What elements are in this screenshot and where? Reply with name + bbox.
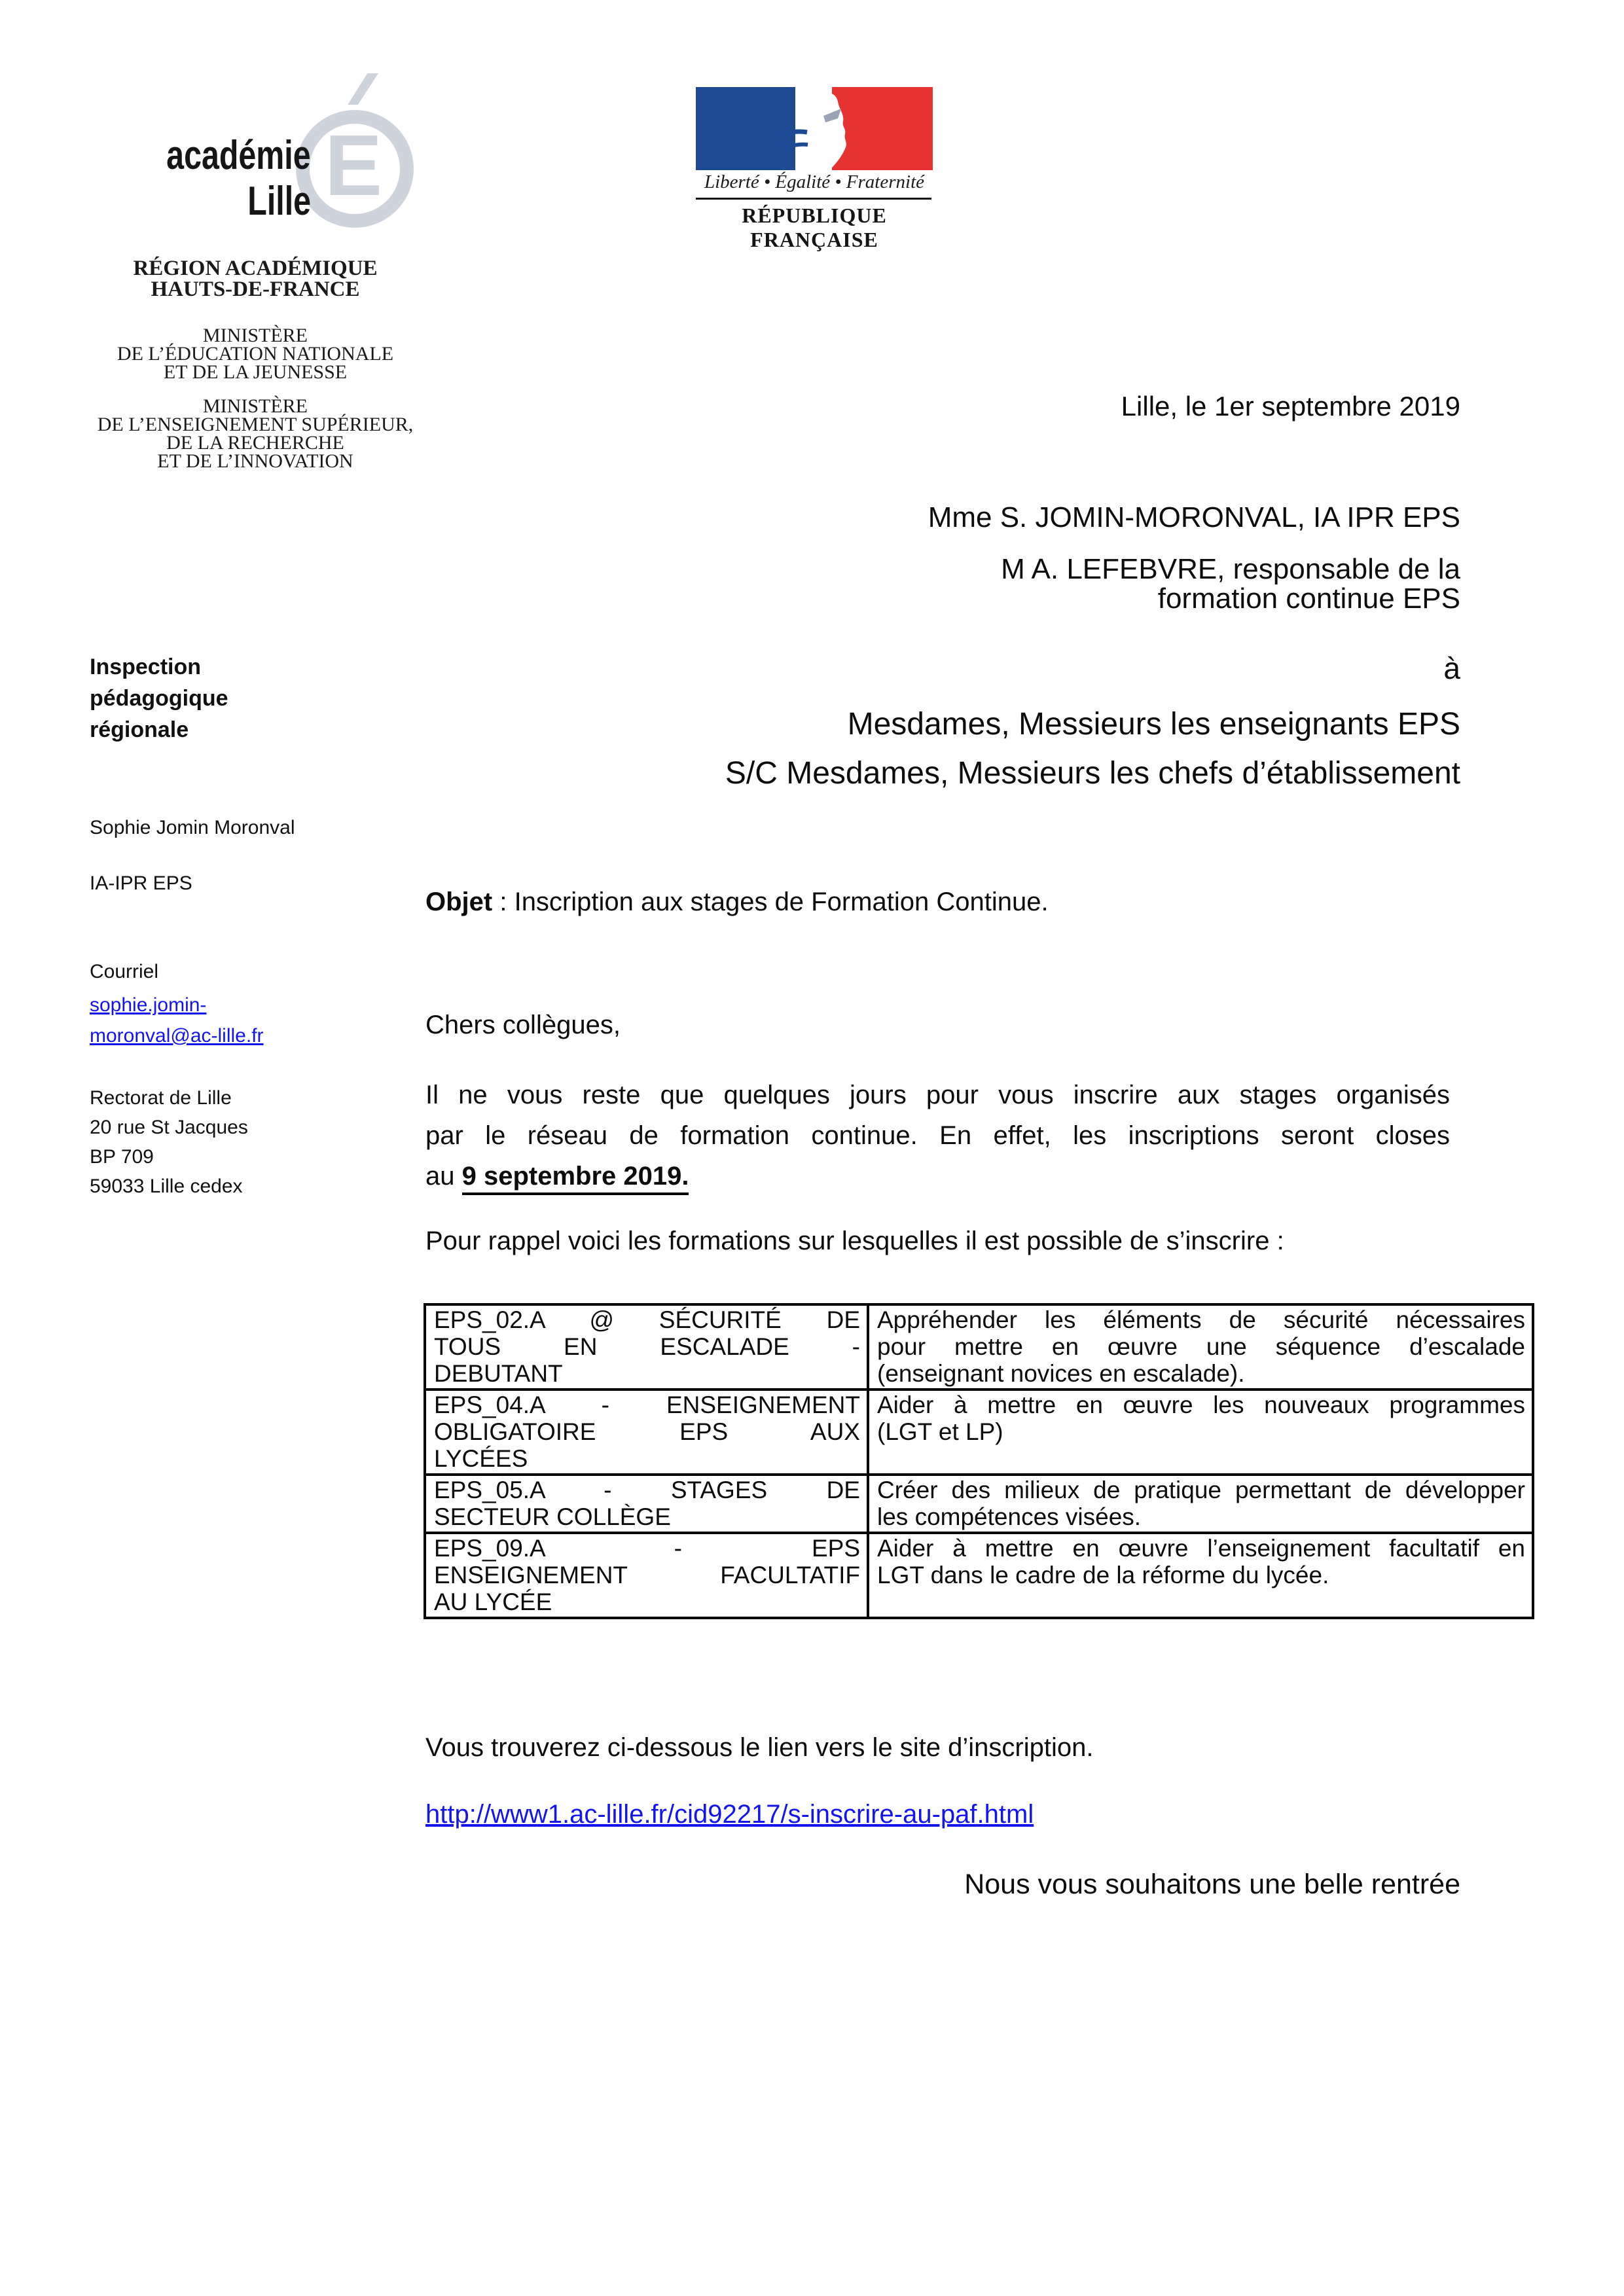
- email-label: Courriel: [90, 961, 159, 982]
- service-line: pédagogique: [90, 686, 228, 711]
- academie-logo-city: Lille: [247, 179, 311, 224]
- paragraph-line: [425, 1156, 1450, 1196]
- address-line: Rectorat de Lille: [90, 1087, 232, 1109]
- objet-line: [425, 888, 1049, 917]
- ministry-line: ET DE LA JEUNESSE: [163, 361, 348, 383]
- inscription-url-link[interactable]: http://www1.ac-lille.fr/cid92217/s-inscrire-au-paf.html: [425, 1800, 1034, 1829]
- main-paragraph: [425, 1075, 1450, 1196]
- description-line: Appréhender les éléments de sécurité nécessaires: [877, 1306, 1525, 1333]
- rf-republic-name: RÉPUBLIQUE FRANÇAISE: [742, 204, 887, 251]
- ministry-line: MINISTÈRE: [203, 325, 308, 346]
- contact-name: Sophie Jomin Moronval: [90, 817, 295, 838]
- course-line: OBLIGATOIRE EPS AUX: [434, 1418, 860, 1445]
- deadline-prefix: au: [425, 1162, 462, 1191]
- paragraph-line: par le réseau de formation continue. En effet, les inscriptions seront closes: [425, 1121, 1450, 1150]
- description-cell: [868, 1533, 1533, 1618]
- course-line: TOUS EN ESCALADE -: [434, 1333, 860, 1360]
- contact-role: IA-IPR EPS: [90, 872, 192, 894]
- course-line: EPS_09.A - EPS: [434, 1535, 860, 1562]
- course-cell: [425, 1304, 868, 1390]
- course-line: ENSEIGNEMENT FACULTATIF: [434, 1562, 860, 1588]
- address-line: 59033 Lille cedex: [90, 1175, 243, 1197]
- course-line: SECTEUR COLLÈGE: [434, 1503, 671, 1530]
- table-row: [425, 1533, 1533, 1618]
- region-line: RÉGION ACADÉMIQUE: [133, 257, 378, 280]
- academie-emblem-accent-icon: [339, 73, 378, 105]
- email-link-line2[interactable]: moronval@ac-lille.fr: [90, 1025, 264, 1047]
- description-line: pour mettre en œuvre une séquence d’escalade: [877, 1333, 1525, 1360]
- course-line: EPS_05.A - STAGES DE: [434, 1477, 860, 1503]
- description-line: (LGT et LP): [877, 1418, 1003, 1445]
- rf-motto: Liberté • Égalité • Fraternité: [704, 171, 925, 192]
- recipient-line: Mme S. JOMIN-MORONVAL, IA IPR EPS: [928, 501, 1460, 533]
- recipient-line: S/C Mesdames, Messieurs les chefs d’établissement: [725, 756, 1460, 791]
- marianne-flag-icon: [696, 87, 933, 170]
- email-link-line1[interactable]: sophie.jomin-: [90, 994, 207, 1016]
- ministere-education-block: [59, 327, 452, 382]
- description-line: Aider à mettre en œuvre les nouveaux programmes: [877, 1391, 1525, 1418]
- description-line: Aider à mettre en œuvre l’enseignement facultatif en: [877, 1535, 1525, 1562]
- objet-text: : Inscription aux stages de Formation Continue.: [492, 888, 1049, 916]
- ministere-enseignement-block: [59, 397, 452, 471]
- address-line: 20 rue St Jacques: [90, 1117, 248, 1138]
- course-line: EPS_02.A @ SÉCURITÉ DE: [434, 1306, 860, 1333]
- formations-table: [424, 1303, 1534, 1619]
- course-cell: [425, 1390, 868, 1475]
- closing-line: Vous trouverez ci-dessous le lien vers le site d’inscription.: [425, 1733, 1094, 1762]
- region-academique-block: [59, 258, 452, 300]
- description-cell: [868, 1475, 1533, 1533]
- postal-address: [90, 1083, 248, 1201]
- recipient-line: M A. LEFEBVRE, responsable de la: [1001, 553, 1460, 585]
- description-line: LGT dans le cadre de la réforme du lycée.: [877, 1562, 1329, 1588]
- academie-emblem-letter: E: [324, 117, 383, 213]
- rf-divider: [696, 198, 931, 200]
- intro-table-line: Pour rappel voici les formations sur lesquelles il est possible de s’inscrire :: [425, 1227, 1284, 1255]
- table-row: [425, 1304, 1533, 1390]
- ministry-line: DE L’ÉDUCATION NATIONALE: [117, 343, 394, 365]
- course-line: AU LYCÉE: [434, 1588, 552, 1615]
- ministry-line: DE L’ENSEIGNEMENT SUPÉRIEUR,: [97, 414, 414, 435]
- recipient-line: formation continue EPS: [1157, 583, 1460, 615]
- service-line: régionale: [90, 717, 189, 742]
- course-line: EPS_04.A - ENSEIGNEMENT: [434, 1391, 860, 1418]
- course-cell: [425, 1533, 868, 1618]
- objet-label: Objet: [425, 888, 493, 916]
- ministry-line: ET DE L’INNOVATION: [157, 450, 353, 472]
- description-line: Créer des milieux de pratique permettant de développer: [877, 1477, 1525, 1503]
- region-line: HAUTS-DE-FRANCE: [151, 278, 360, 301]
- ministry-line: DE LA RECHERCHE: [166, 432, 344, 454]
- recipient-to-word: à: [1443, 651, 1460, 685]
- sidebar-service-title: [90, 651, 228, 745]
- table-row: [425, 1475, 1533, 1533]
- recipient-line: Mesdames, Messieurs les enseignants EPS: [847, 707, 1460, 742]
- paragraph-line: Il ne vous reste que quelques jours pour vous inscrire aux stages organisés: [425, 1081, 1450, 1109]
- course-line: LYCÉES: [434, 1445, 528, 1472]
- signoff-line: Nous vous souhaitons une belle rentrée: [964, 1869, 1460, 1900]
- course-line: DEBUTANT: [434, 1360, 563, 1387]
- description-cell: [868, 1304, 1533, 1390]
- ministry-line: MINISTÈRE: [203, 395, 308, 417]
- salutation: Chers collègues,: [425, 1011, 621, 1039]
- description-line: les compétences visées.: [877, 1503, 1142, 1530]
- academie-logo-word: académie: [166, 133, 311, 178]
- date-line: Lille, le 1er septembre 2019: [1121, 391, 1460, 422]
- table-row: [425, 1390, 1533, 1475]
- service-line: Inspection: [90, 655, 202, 679]
- address-line: BP 709: [90, 1146, 154, 1168]
- deadline-date: 9 septembre 2019.: [462, 1162, 689, 1195]
- course-cell: [425, 1475, 868, 1533]
- description-cell: [868, 1390, 1533, 1475]
- description-line: (enseignant novices en escalade).: [877, 1360, 1245, 1387]
